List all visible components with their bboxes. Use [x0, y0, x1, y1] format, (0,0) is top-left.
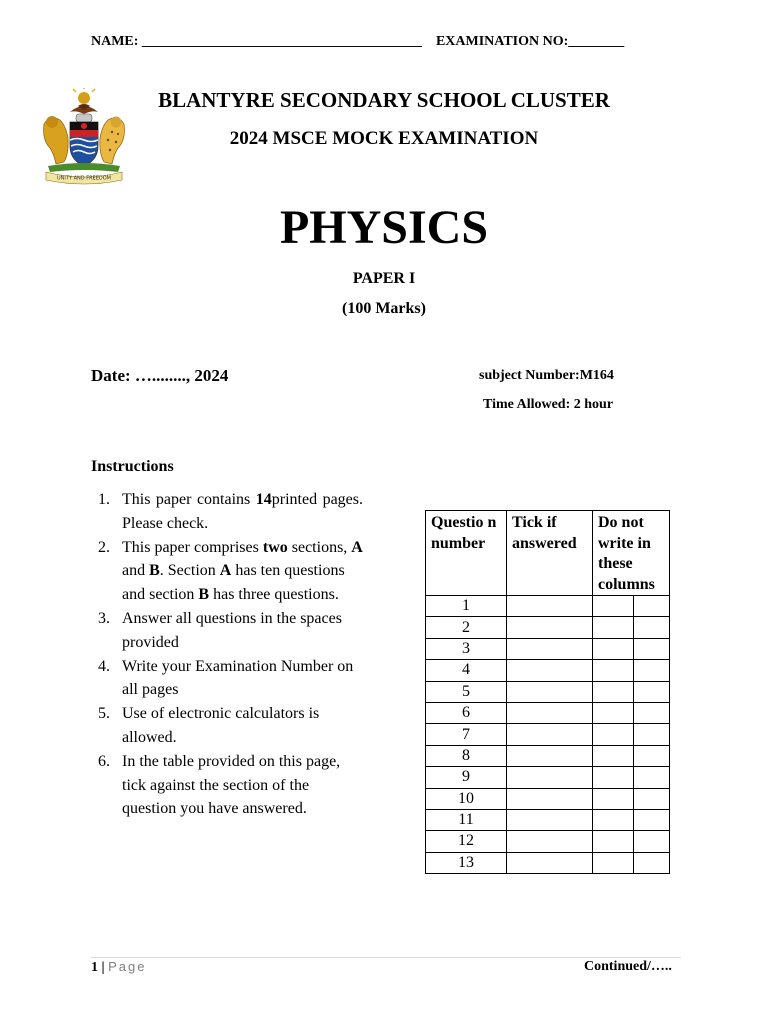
marker-cell-b — [634, 702, 670, 723]
marker-cell-a — [593, 809, 634, 830]
question-number-cell: 11 — [426, 809, 507, 830]
table-row — [426, 617, 670, 638]
marker-cell-a — [593, 767, 634, 788]
instruction-item: 2. This paper comprises two sections, A and B. Section A has ten questions and section B has three questions. — [98, 538, 363, 604]
tick-cell[interactable] — [507, 788, 593, 809]
table-row — [426, 745, 670, 766]
total-marks: (100 Marks) — [342, 300, 426, 317]
table-row — [426, 596, 670, 617]
instruction-item: 3. Answer all questions in the spaces provided — [98, 609, 342, 651]
table-row — [426, 831, 670, 852]
marker-cell-b — [634, 767, 670, 788]
question-number-cell: 4 — [426, 660, 507, 681]
table-row — [426, 788, 670, 809]
marker-cell-b — [634, 681, 670, 702]
table-row — [426, 852, 670, 873]
tick-cell[interactable] — [507, 617, 593, 638]
page-separator: | — [98, 960, 109, 975]
question-number-cell: 5 — [426, 681, 507, 702]
instructions-title: Instructions — [91, 458, 174, 475]
tick-cell[interactable] — [507, 702, 593, 723]
instruction-item: 4. Write your Examination Number on all pages — [98, 657, 354, 699]
marker-cell-b — [634, 596, 670, 617]
question-number-cell: 7 — [426, 724, 507, 745]
marker-cell-b — [634, 745, 670, 766]
cluster-title: BLANTYRE SECONDARY SCHOOL CLUSTER — [158, 88, 610, 112]
tick-cell[interactable] — [507, 767, 593, 788]
marker-cell-a — [593, 638, 634, 659]
marker-cell-b — [634, 831, 670, 852]
tick-cell[interactable] — [507, 596, 593, 617]
question-number-cell: 9 — [426, 767, 507, 788]
marker-cell-b — [634, 617, 670, 638]
marker-cell-a — [593, 724, 634, 745]
table-row — [426, 681, 670, 702]
marker-cell-b — [634, 852, 670, 873]
name-field-label: NAME: ________________________________________ — [91, 34, 422, 49]
marker-cell-a — [593, 702, 634, 723]
marker-cell-a — [593, 681, 634, 702]
tick-if-answered-header: Tick if answered — [507, 511, 593, 596]
marker-cell-a — [593, 852, 634, 873]
marker-cell-a — [593, 660, 634, 681]
tick-cell[interactable] — [507, 831, 593, 852]
paper-label: PAPER I — [352, 270, 416, 287]
table-header-row — [426, 511, 670, 596]
question-number-header: Questio n number — [426, 511, 507, 596]
tick-cell[interactable] — [507, 681, 593, 702]
table-row — [426, 724, 670, 745]
crest-motto: UNITY AND FREEDOM — [57, 175, 111, 182]
examination-number-field-label: EXAMINATION NO:________ — [435, 34, 625, 49]
tick-cell[interactable] — [507, 638, 593, 659]
table-row — [426, 767, 670, 788]
marker-cell-b — [634, 660, 670, 681]
instructions-list — [91, 488, 363, 821]
question-number-cell: 2 — [426, 617, 507, 638]
instruction-item: 6. In the table provided on this page, tick against the section of the question you have answered. — [98, 752, 341, 818]
marker-cell-a — [593, 617, 634, 638]
do-not-write-header: Do not write in these columns — [593, 511, 670, 596]
tick-cell[interactable] — [507, 852, 593, 873]
question-number-cell: 13 — [426, 852, 507, 873]
answer-tracking-table — [425, 510, 670, 874]
instruction-item: 1. This paper contains 14printed pages. Please check. — [98, 491, 364, 532]
tick-cell[interactable] — [507, 809, 593, 830]
page-word: Page — [108, 959, 147, 974]
question-number-cell: 3 — [426, 638, 507, 659]
question-number-cell: 6 — [426, 702, 507, 723]
marker-cell-b — [634, 809, 670, 830]
tick-cell[interactable] — [507, 724, 593, 745]
marker-cell-a — [593, 745, 634, 766]
marker-cell-b — [634, 638, 670, 659]
marker-cell-a — [593, 596, 634, 617]
table-row — [426, 809, 670, 830]
page-footer — [91, 959, 146, 976]
question-number-cell: 8 — [426, 745, 507, 766]
time-allowed: Time Allowed: 2 hour — [483, 397, 614, 412]
tick-cell[interactable] — [507, 660, 593, 681]
subject-title: PHYSICS — [279, 201, 489, 254]
marker-cell-b — [634, 788, 670, 809]
instruction-item: 5. Use of electronic calculators is allowed. — [98, 705, 320, 746]
marker-cell-a — [593, 788, 634, 809]
candidate-header — [91, 34, 624, 50]
continued-note: Continued/….. — [584, 959, 672, 974]
question-number-cell: 12 — [426, 831, 507, 852]
table-row — [426, 702, 670, 723]
tick-cell[interactable] — [507, 745, 593, 766]
subject-number: subject Number:M164 — [479, 368, 614, 383]
page-number: 1 — [91, 960, 98, 975]
marker-cell-b — [634, 724, 670, 745]
table-row — [426, 638, 670, 659]
exam-date: Date: …........, 2024 — [91, 366, 229, 385]
question-number-cell: 1 — [426, 596, 507, 617]
table-row — [426, 660, 670, 681]
footer-divider — [91, 957, 681, 958]
question-number-cell: 10 — [426, 788, 507, 809]
marker-cell-a — [593, 831, 634, 852]
examination-title: 2024 MSCE MOCK EXAMINATION — [229, 128, 539, 149]
